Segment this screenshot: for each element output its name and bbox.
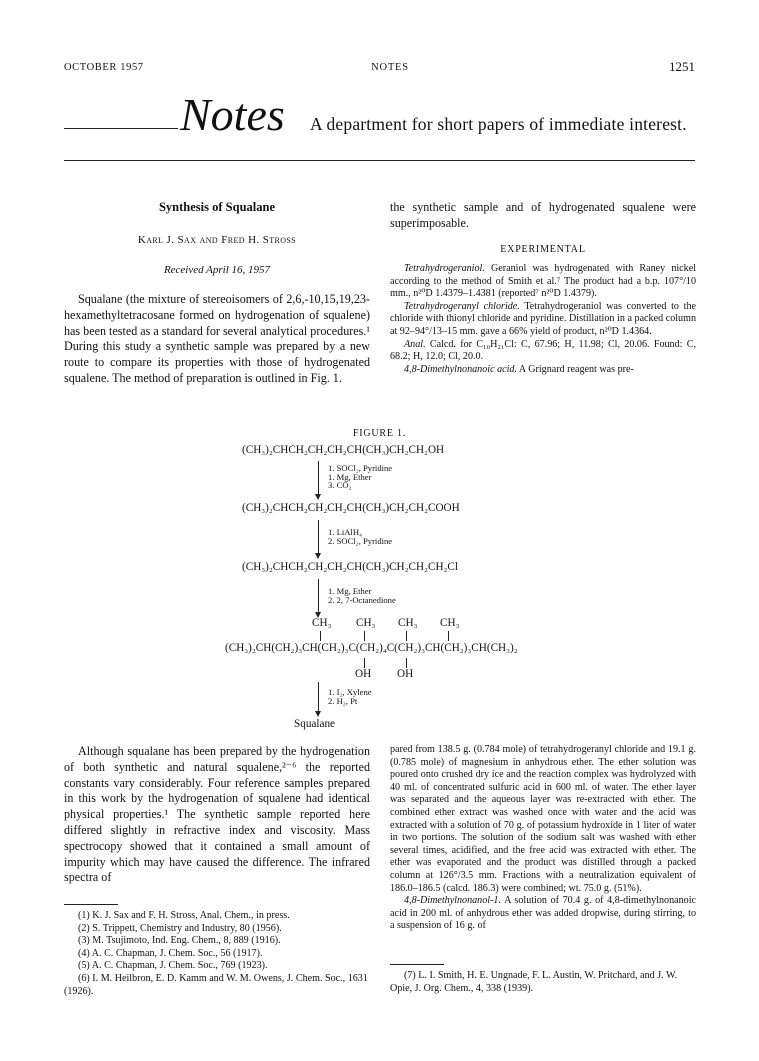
reaction-arrow-1	[318, 461, 319, 495]
reagent-1c: 3. CO₂	[328, 480, 352, 491]
bond-2	[364, 631, 365, 641]
arrowhead-1	[315, 494, 321, 500]
continuation-text: the synthetic sample and of hydrogenated squalene were superimposable.	[390, 200, 696, 230]
section-title: Notes	[180, 89, 285, 140]
banner-divider	[64, 160, 695, 161]
hydroxyl-1: OH	[355, 668, 372, 680]
section-tagline: A department for short papers of immediate interest.	[310, 114, 687, 134]
exp-paragraph-4	[390, 364, 696, 377]
reaction-arrow-3	[318, 579, 319, 615]
figure-label: FIGURE 1.	[352, 428, 407, 439]
compound-dimethylnonanoic-acid: (CH₃)₂CHCH₂CH₂CH₂CH(CH₃)CH₂CH₂COOH	[242, 502, 460, 514]
methyl-branch-1: CH₃	[312, 617, 332, 629]
methyl-branch-3: CH₃	[398, 617, 418, 629]
exp-label-2: Tetrahydrogeranyl chloride.	[404, 300, 520, 312]
intro-text: Squalane (the mixture of stereoisomers of 2,6,-10,15,19,23-hexamethyltetracosane formed on hydrogenation of squalene) has been tested as a standard for several analytical procedures.¹ During this study a synthetic sample was prepared by a new route to compare its properties with those of hydrogenated squalene. The method of preparation is outlined in Fig. 1.	[64, 292, 370, 385]
footnotes-right	[390, 970, 696, 995]
bond-1	[320, 631, 321, 641]
running-header-section: NOTES	[371, 62, 409, 73]
exp-paragraph-3	[390, 339, 696, 364]
reagents-step-2	[328, 528, 392, 545]
reagent-2b: 2. SOCl₂, Pyridine	[328, 535, 393, 546]
running-header-date: OCTOBER 1957	[64, 62, 144, 73]
footnotes-left	[64, 910, 370, 998]
footnote-rule-left	[64, 904, 118, 905]
bond-3	[406, 631, 407, 641]
reagent-4a: 1. I₂, Xylene	[328, 687, 372, 697]
methyl-branch-4: CH₃	[440, 617, 460, 629]
body-left-column	[64, 744, 370, 886]
bond-4	[448, 631, 449, 641]
reagent-1b: 1. Mg, Ether	[328, 471, 372, 482]
footnote-1: (1) K. J. Sax and F. H. Stross, Anal. Chem., in press.	[78, 910, 290, 921]
exp-text-2: Tetrahydrogeraniol was converted to the chloride with thionyl chloride and pyridine. Distillation in a packed column at 92–94°/13–15 mm. gave a 66% yield of product, n²⁰D 1.4364.	[390, 300, 696, 337]
exp-label-1: Tetrahydrogeraniol.	[404, 263, 485, 274]
intro-paragraph	[64, 292, 370, 387]
reagent-4b: 2. H₂, Pt	[328, 695, 358, 706]
exp-paragraph-2	[390, 301, 696, 339]
reaction-arrow-4	[318, 682, 319, 714]
experimental-heading: EXPERIMENTAL	[500, 244, 586, 255]
compound-diol: (CH₃)₂CH(CH₂)₃CH(CH₂)₃C(CH₂)₄C(CH₂)₃CH(CH₂)₃CH(CH₃)₂	[225, 642, 518, 654]
reagents-step-1	[328, 464, 392, 490]
page-number: 1251	[669, 59, 695, 74]
arrowhead-2	[315, 553, 321, 559]
footnote-rule-right	[390, 964, 444, 965]
product-squalane: Squalane	[294, 718, 336, 730]
article-authors: Karl J. Sax and Fred H. Stross	[137, 234, 297, 246]
reagent-3a: 1. Mg, Ether	[328, 586, 372, 596]
compound-tetrahydrogeraniol: (CH₃)₂CHCH₂CH₂CH₂CH(CH₃)CH₂CH₂OH	[242, 444, 445, 456]
footnote-5: (5) A. C. Chapman, J. Chem. Soc., 769 (1923).	[78, 960, 268, 972]
footnote-3: (3) M. Tsujimoto, Ind. Eng. Chem., 8, 889 (1916).	[78, 935, 281, 947]
received-date: Received April 16, 1957	[163, 264, 271, 276]
right-column-continuation	[390, 200, 696, 232]
body-left-text: Although squalane has been prepared by the hydrogenation of both synthetic and natural squalene,²⁻⁶ the reported constants vary considerably. Four reference samples prepared in this work by the hydrogenation of squalene had identical physical properties.¹ The synthetic sample reported here differed slightly in refractive index and viscosity. Mass spectrocopy showed that it contained a small amount of impurity which may have caused the difference. The infrared spectra of	[64, 744, 370, 885]
exp-text-6: A solution of 70.4 g. of 4,8-dimethylnonanoic acid in 200 ml. of anhydrous ether was added dropwise, during stirring, to a suspension of 16 g. of	[390, 895, 696, 932]
hydroxyl-2: OH	[397, 668, 414, 680]
banner-rule	[64, 128, 178, 129]
footnote-7: (7) L. I. Smith, H. E. Ungnade, F. L. Austin, W. Pritchard, and J. W. Opie, J. Org. Chem., 4, 338 (1939).	[390, 970, 678, 994]
exp-text-5: pared from 138.5 g. (0.784 mole) of tetrahydrogeranyl chloride and 19.1 g. (0.785 mole) of magnesium in anhydrous ether. The ether solution was poured onto crushed dry ice and the reaction complex was hydrolyzed with 40 ml. of concentrated sulfuric acid in 600 ml. of water. The ether layer was separated and the aqueous layer was re-extracted with ether. The combined ether extract was washed once with water and the acid was extracted with a solution of 70 g. of potassium hydroxide in 1 liter of water in two portions. The solution of the sodium salt was washed with ether several times, acidified, and the free acid was extracted with ether. The ether was evaporated and the product was distilled through a packed column at 126°/3.5 mm. Fractions with a neutralization equivalent of 186.0–186.5 (calcd. 186.3) were combined; wt. 75.0 g. (51%).	[390, 744, 696, 894]
reagent-1a: 1. SOCl₂, Pyridine	[328, 463, 393, 473]
reagents-step-4	[328, 688, 372, 705]
bond-oh-2	[406, 658, 407, 668]
reagent-3b: 2. 2, 7-Octanedione	[328, 594, 396, 605]
footnote-2: (2) S. Trippett, Chemistry and Industry, 80 (1956).	[78, 922, 282, 934]
exp-paragraph-1	[390, 263, 696, 301]
article-title: Synthesis of Squalane	[158, 200, 275, 214]
exp-text-3: Calcd. for C₁₀H₂₁Cl: C, 67.96; H, 11.98; Cl, 20.06. Found: C, 68.2; H, 12.0; Cl, 20.0.	[390, 338, 696, 363]
exp-label-3: Anal.	[404, 338, 426, 350]
exp-label-4: 4,8-Dimethylnonanoic acid.	[404, 363, 517, 375]
exp-paragraph-6	[390, 895, 696, 933]
arrowhead-4	[315, 711, 321, 717]
methyl-branch-2: CH₃	[356, 617, 376, 629]
bond-oh-1	[364, 658, 365, 668]
compound-chloride: (CH₃)₂CHCH₂CH₂CH₂CH(CH₃)CH₂CH₂CH₂Cl	[242, 561, 458, 573]
exp-text-4: A Grignard reagent was pre-	[516, 363, 634, 375]
reaction-arrow-2	[318, 520, 319, 554]
exp-label-6: 4,8-Dimethylnonanol-1.	[404, 895, 501, 907]
experimental-section	[390, 263, 696, 376]
reagents-step-3	[328, 587, 396, 604]
footnote-6: (6) I. M. Heilbron, E. D. Kamm and W. M. Owens, J. Chem. Soc., 1631 (1926).	[64, 972, 368, 997]
reagent-2a: 1. LiAlH₄	[328, 527, 363, 537]
body-right-column	[390, 744, 696, 933]
footnote-4: (4) A. C. Chapman, J. Chem. Soc., 56 (1917).	[78, 947, 263, 959]
exp-text-1: Geraniol was hydrogenated with Raney nickel according to the method of Smith et al.⁷ The product had a b.p. 107°/10 mm., n²⁰D 1.4379–1.4381 (reported⁷ n²⁰D 1.4379).	[390, 263, 696, 300]
